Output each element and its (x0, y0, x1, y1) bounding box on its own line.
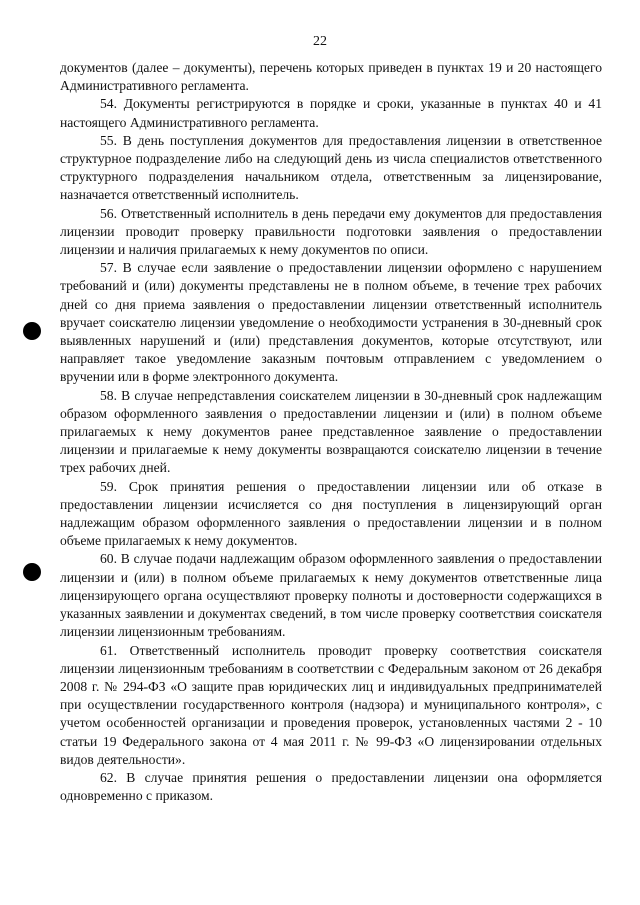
paragraph-continuation: документов (далее – документы), перечень которых приведен в пунктах 19 и 20 настоящего Административного регламента. (60, 60, 602, 94)
paragraph-60: 60. В случае подачи надлежащим образом оформленного заявления о предоставлении лицензии и (или) в полном объеме прилагаемых к нему документов ответственные лица лицензирующего органа осуществляют проверку полноты и достоверности содержащихся в указанных заявлении и документах сведений, в том числе проверку соответствия соискателя лицензии лицензионным требованиям. (60, 551, 602, 640)
binding-hole-bottom (23, 563, 41, 581)
paragraph-62: 62. В случае принятия решения о предоставлении лицензии она оформляется одновременно с приказом. (60, 769, 602, 804)
paragraph-56: 56. Ответственный исполнитель в день передачи ему документов для предоставления лицензии проводит проверку правильности подготовки заявления о предоставлении лицензии и наличия прилагаемых к нему документов по описи. (60, 205, 602, 258)
paragraph-55: 55. В день поступления документов для предоставления лицензии в ответственное структурное подразделение либо на следующий день из числа специалистов ответственного структурного подразделения начальником отдела, ответственным за лицензирование, назначается ответственный исполнитель. (60, 132, 602, 203)
paragraph-59: 59. Срок принятия решения о предоставлении лицензии или об отказе в предоставлении лицензии исчисляется со дня поступления в лицензирующий орган надлежащим образом оформленного заявления о предоставлении лицензии и в полном объеме прилагаемых к нему документов. (60, 478, 602, 549)
binding-hole-top (23, 322, 41, 340)
paragraph-54: 54. Документы регистрируются в порядке и сроки, указанные в пунктах 40 и 41 настоящего Административного регламента. (60, 96, 602, 130)
paragraph-57: 57. В случае если заявление о предоставлении лицензии оформлено с нарушением требований и (или) документы представлены не в полном объеме, в течение трех рабочих дней со дня приема заявления о предоставлении лицензии ответственный исполнитель вручает соискателю лицензии уведомление о необходимости устранения в 30-дневный срок выявленных нарушений и (или) представления документов, которые отсутствуют, или направляет такое уведомление заказным почтовым отправлением с уведомлением о вручении или в форме электронного документа. (60, 260, 602, 385)
document-body (60, 59, 602, 805)
paragraph-58: 58. В случае непредставления соискателем лицензии в 30-дневный срок надлежащим образом оформленного заявления о предоставлении лицензии и (или) в полном объеме прилагаемых к нему документов ранее представленное заявление о предоставлении лицензии и прилагаемые к нему документы возвращаются соискателю лицензии в течение трех рабочих дней. (60, 387, 602, 476)
paragraph-61: 61. Ответственный исполнитель проводит проверку соответствия соискателя лицензии лицензионным требованиям в соответствии с Федеральным законом от 26 декабря 2008 г. № 294-ФЗ «О защите прав юридических лиц и индивидуальных предпринимателей при осуществлении государственного контроля (надзора) и муниципального контроля», с учетом особенностей организации и проведения проверок, установленных частями 2 - 10 статьи 19 Федерального закона от 4 мая 2011 г. № 99-ФЗ «О лицензировании отдельных видов деятельности». (60, 642, 602, 767)
page-number: 22 (313, 34, 327, 49)
